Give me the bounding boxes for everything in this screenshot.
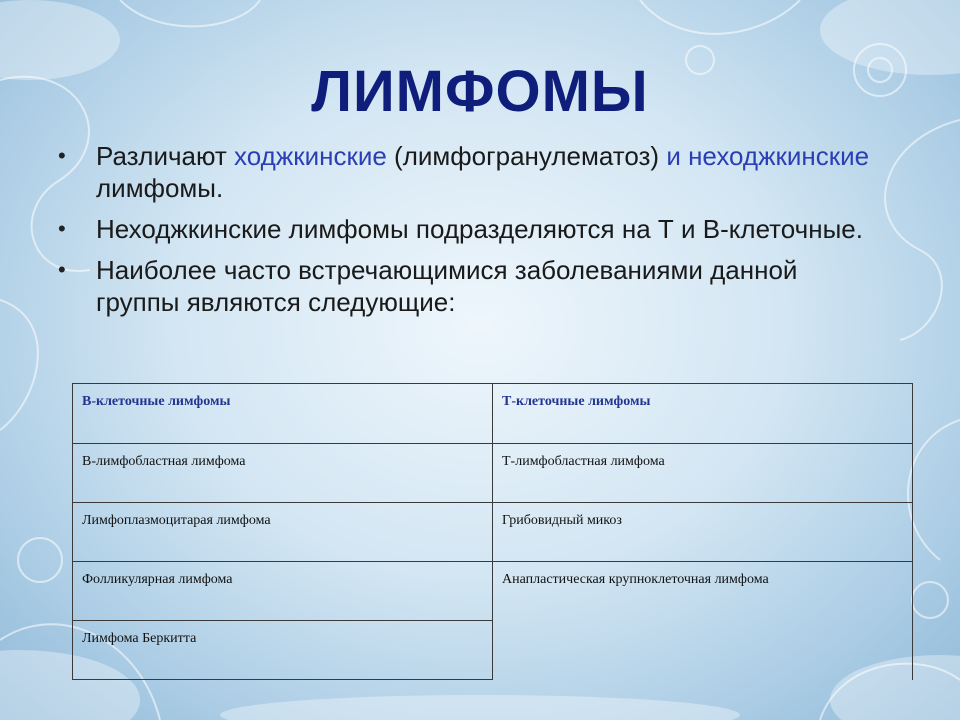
table-row (73, 503, 913, 562)
bullet-item (58, 140, 878, 204)
header-t-cell: Т-клеточные лимфомы (493, 384, 913, 444)
bullet-dot-icon: • (58, 143, 66, 168)
bullet-text-part: (лимфогранулематоз) (386, 141, 667, 171)
lymphoma-table (72, 383, 913, 680)
t-cell-lymphoma: Т-лимфобластная лимфома (493, 444, 913, 503)
t-cell-lymphoma: Грибовидный микоз (493, 503, 913, 562)
bullet-text: Неходжкинские лимфомы подразделяются на Т и В-клеточные. (96, 214, 863, 244)
t-cell-lymphoma: Анапластическая крупноклеточная лимфома (493, 562, 913, 680)
bullet-item (58, 254, 878, 318)
table-row (73, 562, 913, 621)
b-cell-lymphoma: Фолликулярная лимфома (73, 562, 493, 621)
bullet-text-part: Различают (96, 141, 235, 171)
b-cell-lymphoma: В-лимфобластная лимфома (73, 444, 493, 503)
bullet-dot-icon: • (58, 257, 66, 282)
table-row (73, 444, 913, 503)
bullet-text-part: лимфомы. (96, 173, 224, 203)
bullet-dot-icon: • (58, 216, 66, 241)
table-header-row (73, 384, 913, 444)
highlight-non-hodgkin: неходжкинские (680, 141, 870, 171)
bullet-text: Наиболее часто встречающимися заболеваниями данной группы являются следующие: (96, 255, 798, 317)
b-cell-lymphoma: Лимфома Беркитта (73, 621, 493, 680)
header-b-cell: В-клеточные лимфомы (73, 384, 493, 444)
b-cell-lymphoma: Лимфоплазмоцитарая лимфома (73, 503, 493, 562)
highlight-hodgkin: ходжкинские (234, 141, 387, 171)
slide-title: ЛИМФОМЫ (311, 59, 649, 124)
bullet-item (58, 213, 878, 245)
bullet-list (58, 140, 878, 327)
highlight-and: и (666, 141, 681, 171)
